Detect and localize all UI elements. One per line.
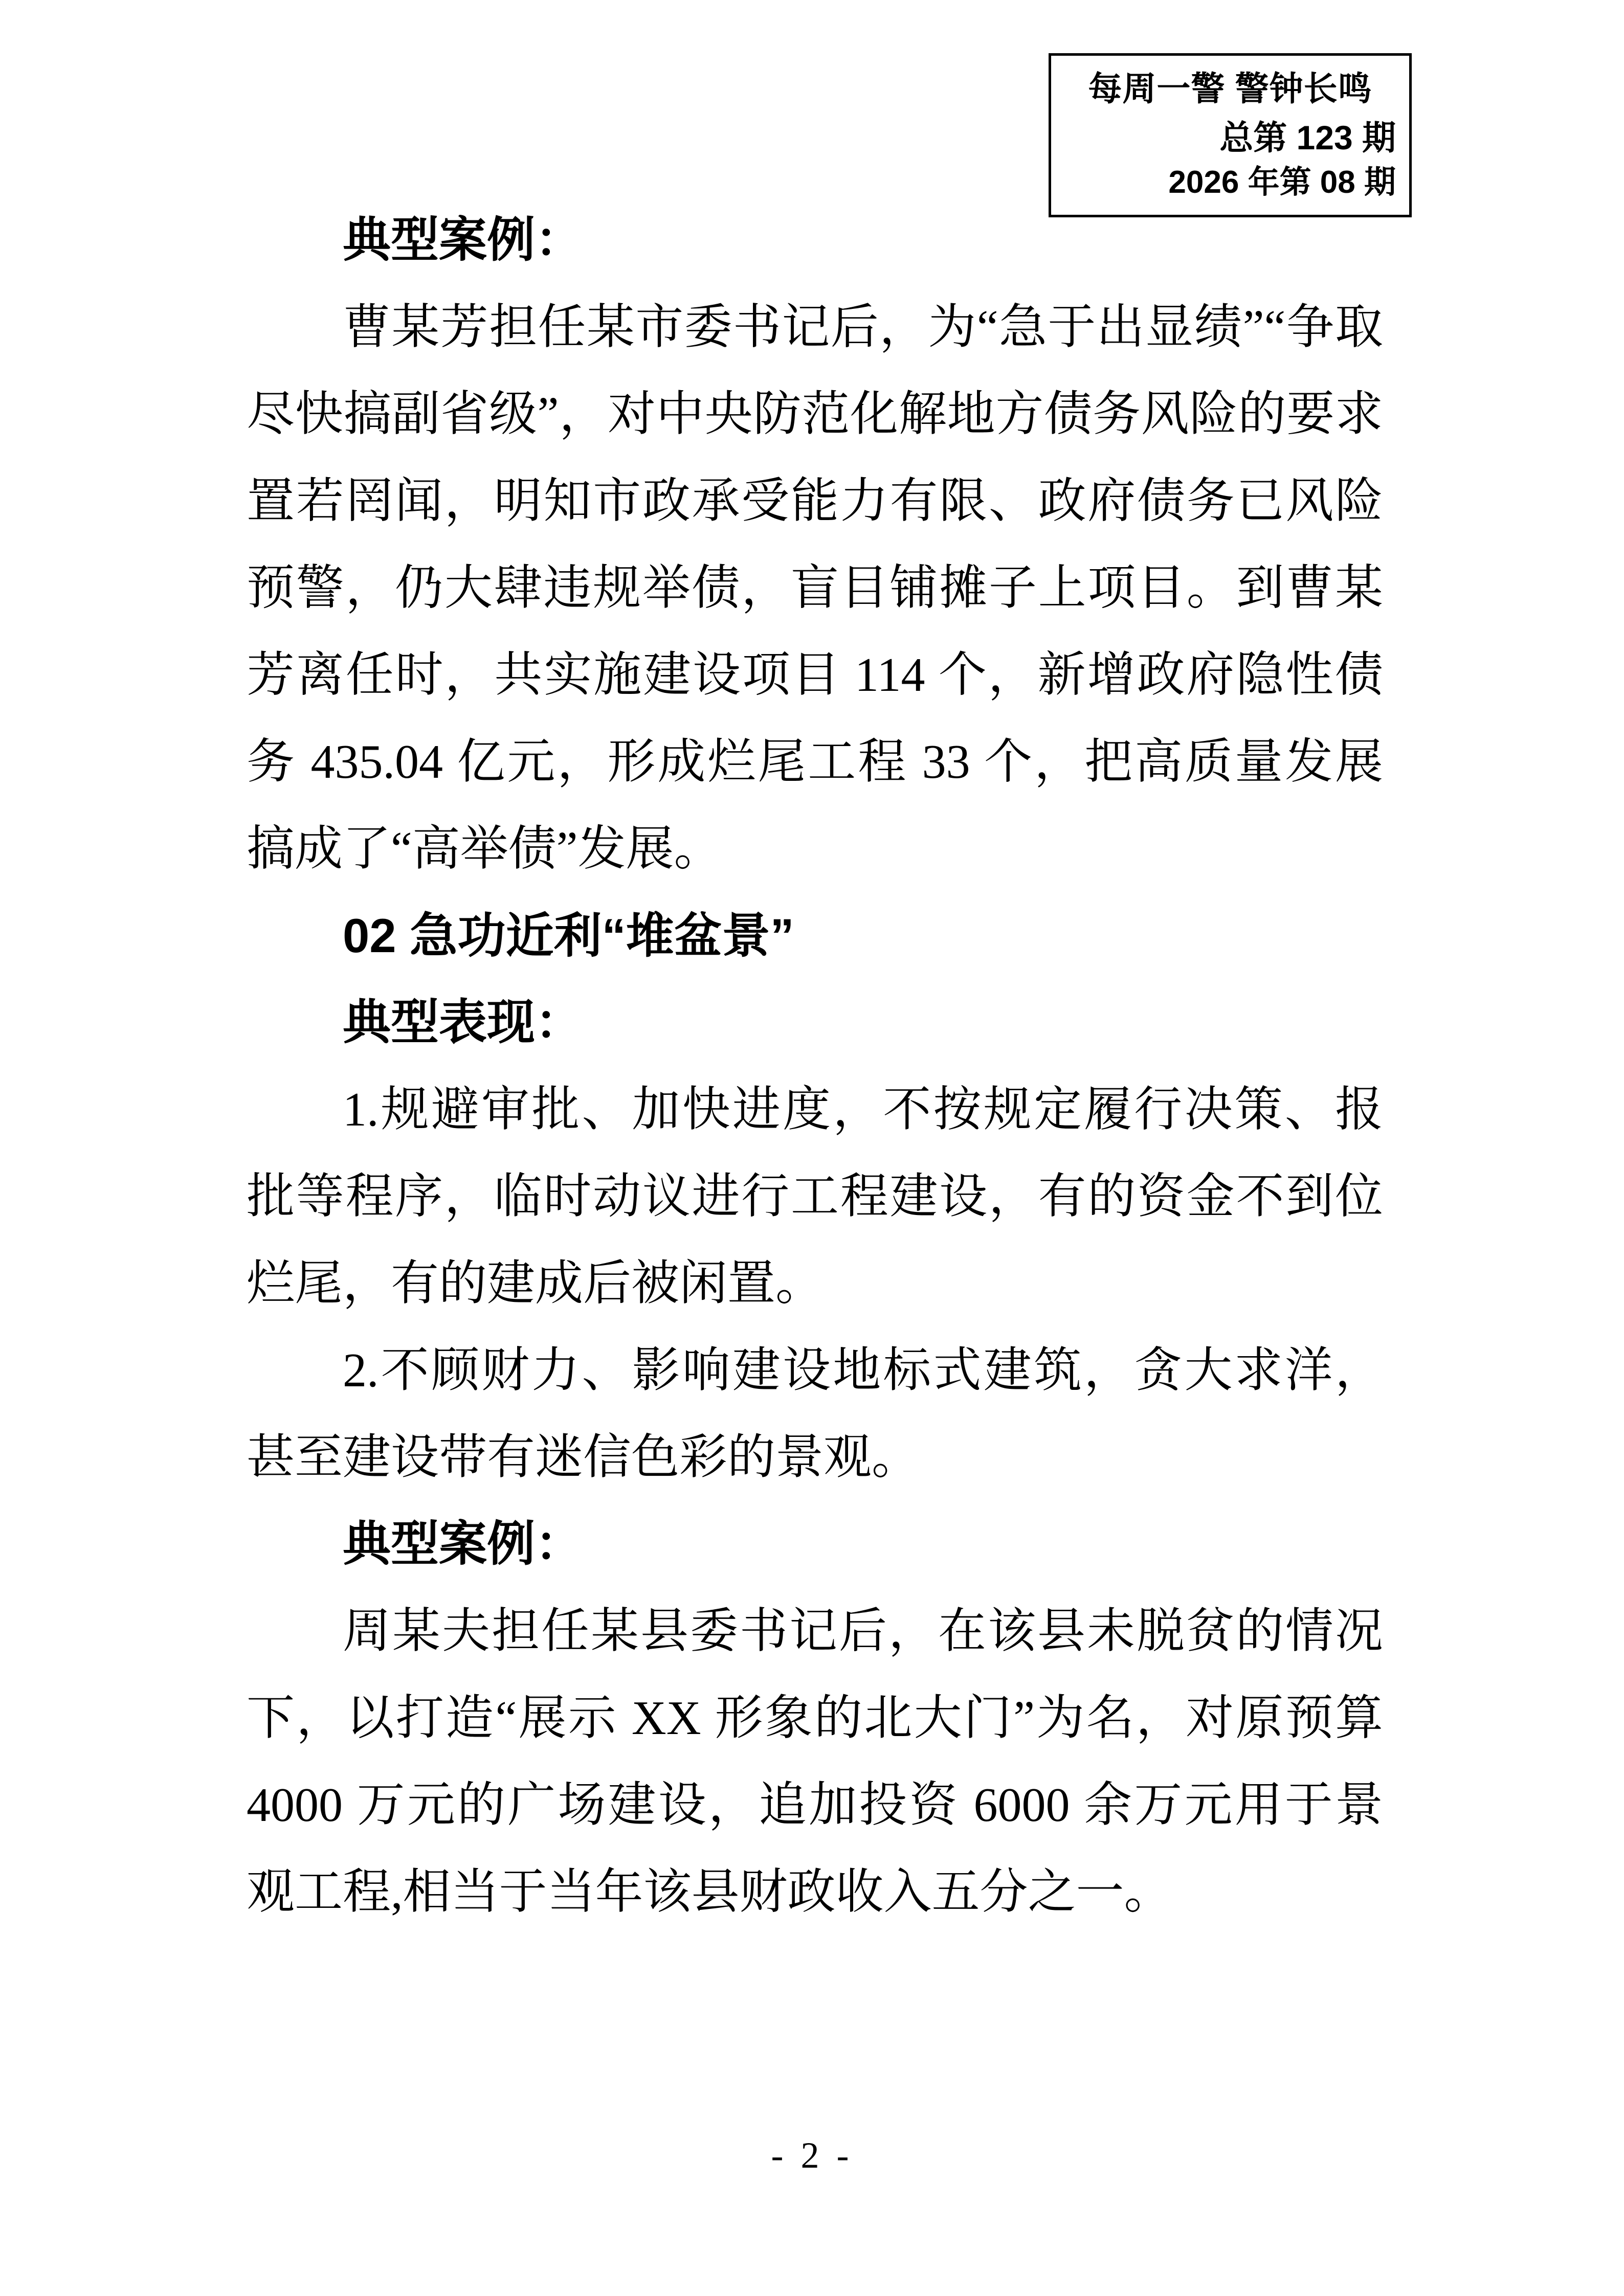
paragraph-behavior-label: 典型表现： xyxy=(343,996,584,1049)
paragraph-case-label-1: 典型案例： xyxy=(343,214,584,267)
paragraph-case-zhou: 周某夫担任某县委书记后，在该县未脱贫的情况下，以打造“展示 XX 形象的北大门”为名，对原预算 4000 万元的广场建设，追加投资 6000 余万元用于景观工程,相当于当年该县财政收入五分之一。 xyxy=(247,1605,1383,1919)
paragraph-behavior-item-2: 2.不顾财力、影响建设地标式建筑，贪大求洋，甚至建设带有迷信色彩的景观。 xyxy=(247,1344,1383,1484)
paragraph-behavior-item-1: 1.规避审批、加快进度，不按规定履行决策、报批等程序，临时动议进行工程建设，有的资金不到位烂尾，有的建成后被闲置。 xyxy=(247,1083,1383,1310)
masthead-issue-number: 总第 123 期 xyxy=(1219,119,1396,156)
masthead-box xyxy=(1049,53,1412,217)
masthead-issue-year: 2026 年第 08 期 xyxy=(1168,165,1396,200)
masthead-title: 每周一警 警钟长鸣 xyxy=(1088,70,1372,107)
document-body xyxy=(247,197,1383,1935)
paragraph-case-label-2: 典型案例： xyxy=(343,1518,584,1571)
section-heading-02: 02 急功近利“堆盆景” xyxy=(343,909,794,962)
page-number: - 2 - xyxy=(771,2135,853,2176)
paragraph-case-cao: 曹某芳担任某市委书记后，为“急于出显绩”“争取尽快搞副省级”，对中央防范化解地方债务风险的要求置若罔闻，明知市政承受能力有限、政府债务已风险预警，仍大肆违规举债，盲目铺摊子上项目。到曹某芳离任时，共实施建设项目 114 个，新增政府隐性债务 435.04 亿元，形成烂尾工程 33 个，把高质量发展搞成了“高举债”发展。 xyxy=(247,301,1383,875)
